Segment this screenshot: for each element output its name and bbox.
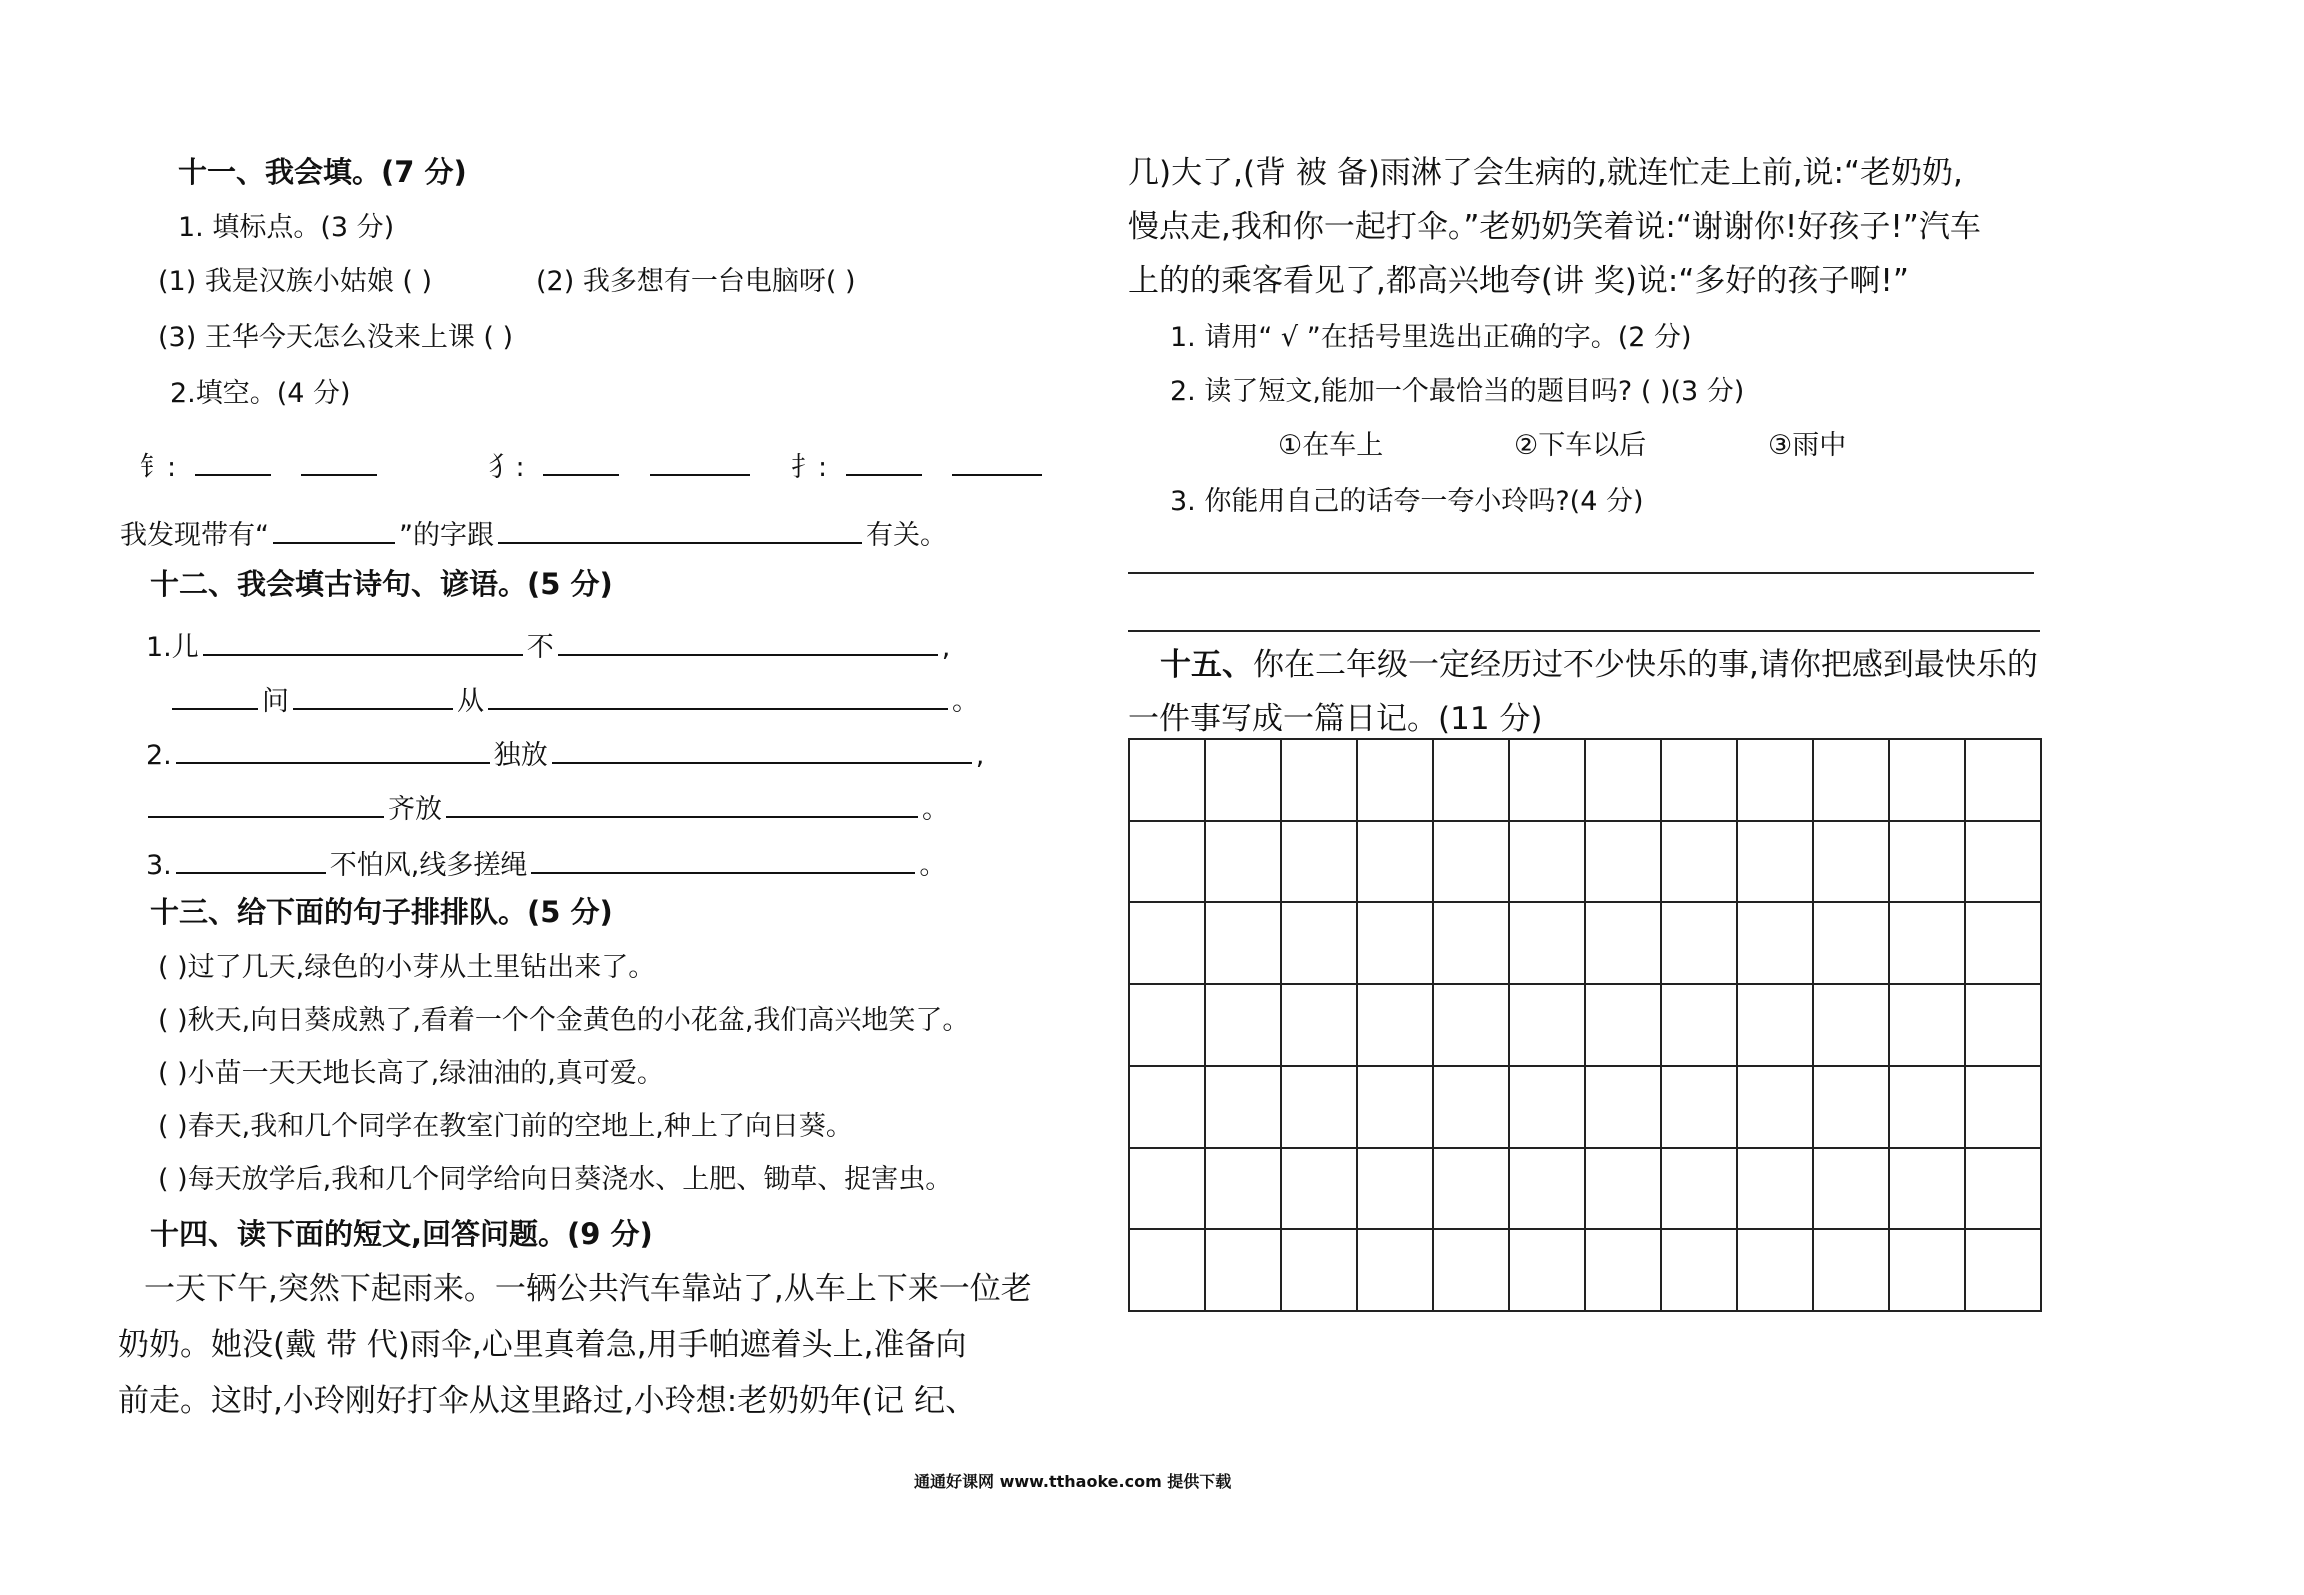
section-15-prompt: [1160, 647, 2038, 683]
grid-cell[interactable]: [1738, 1230, 1814, 1312]
grid-cell[interactable]: [1206, 1230, 1282, 1312]
poem-line-2: [168, 684, 979, 715]
passage-line: 前走。这时,小玲刚好打伞从这里路过,小玲想:老奶奶年(记 纪、: [118, 1383, 977, 1419]
proverb-line: [146, 848, 946, 879]
grid-cell[interactable]: [1586, 985, 1662, 1067]
grid-cell[interactable]: [1662, 903, 1738, 985]
grid-cell[interactable]: [1206, 1149, 1282, 1231]
grid-cell[interactable]: [1966, 740, 2042, 822]
s14-q1: 1. 请用“ √ ”在括号里选出正确的字。(2 分): [1170, 322, 1692, 353]
s11-q1c: (3) 王华今天怎么没来上课 ( ): [158, 322, 514, 353]
section-11-title: 十一、我会填。(7 分): [178, 155, 467, 189]
s11-q1a: (1) 我是汉族小姑娘 ( ): [158, 266, 433, 297]
grid-cell[interactable]: [1206, 1067, 1282, 1149]
answer-line[interactable]: [1128, 572, 2034, 574]
poem-text: ,: [941, 632, 951, 663]
grid-cell[interactable]: [1890, 740, 1966, 822]
section-15-line2: 一件事写成一篇日记。(11 分): [1128, 701, 1543, 737]
poem-line-4: [144, 792, 949, 823]
grid-cell[interactable]: [1358, 985, 1434, 1067]
grid-cell[interactable]: [1890, 822, 1966, 904]
order-item: ( )过了几天,绿色的小芽从土里钻出来了。: [158, 952, 656, 983]
grid-cell[interactable]: [1434, 1230, 1510, 1312]
grid-cell[interactable]: [1510, 822, 1586, 904]
blank[interactable]: [952, 450, 1042, 476]
blank[interactable]: [195, 450, 271, 476]
radical-row: [140, 450, 1046, 481]
grid-cell[interactable]: [1510, 740, 1586, 822]
blank[interactable]: [203, 630, 523, 656]
blank[interactable]: [273, 518, 395, 544]
discover-text-b: ”的字跟: [399, 520, 494, 551]
s11-q1: 1. 填标点。(3 分): [178, 212, 395, 243]
grid-cell[interactable]: [1358, 1067, 1434, 1149]
section-14-title: 十四、读下面的短文,回答问题。(9 分): [150, 1217, 653, 1251]
grid-cell[interactable]: [1282, 985, 1358, 1067]
grid-cell[interactable]: [1738, 822, 1814, 904]
poem-line-1: [146, 630, 950, 661]
passage-line: 奶奶。她没(戴 带 代)雨伞,心里真着急,用手帕遮着头上,准备向: [118, 1327, 967, 1363]
grid-cell[interactable]: [1510, 1230, 1586, 1312]
grid-cell[interactable]: [1738, 740, 1814, 822]
grid-cell[interactable]: [1282, 740, 1358, 822]
blank[interactable]: [488, 684, 948, 710]
radical-jin: 钅:: [140, 452, 177, 483]
grid-cell[interactable]: [1282, 1067, 1358, 1149]
grid-cell[interactable]: [1206, 903, 1282, 985]
grid-cell[interactable]: [1890, 985, 1966, 1067]
poem-text: 不怕风,线多搓绳: [329, 850, 528, 881]
grid-cell[interactable]: [1434, 903, 1510, 985]
blank[interactable]: [531, 848, 915, 874]
grid-cell[interactable]: [1814, 740, 1890, 822]
grid-cell[interactable]: [1434, 1149, 1510, 1231]
grid-cell[interactable]: [1358, 740, 1434, 822]
section-15-line1: 你在二年级一定经历过不少快乐的事,请你把感到最快乐的: [1253, 647, 2038, 683]
blank[interactable]: [446, 792, 918, 818]
grid-cell[interactable]: [1130, 740, 1206, 822]
order-item: ( )秋天,向日葵成熟了,看着一个个金黄色的小花盆,我们高兴地笑了。: [158, 1005, 970, 1036]
grid-cell[interactable]: [1358, 1230, 1434, 1312]
blank[interactable]: [176, 738, 490, 764]
grid-cell[interactable]: [1738, 985, 1814, 1067]
grid-cell[interactable]: [1662, 1149, 1738, 1231]
order-item: ( )小苗一天天地长高了,绿油油的,真可爱。: [158, 1058, 664, 1089]
blank[interactable]: [552, 738, 972, 764]
grid-cell[interactable]: [1966, 903, 2042, 985]
grid-cell[interactable]: [1662, 1067, 1738, 1149]
radical-shou: 扌:: [790, 452, 828, 483]
poem-text: 不: [526, 632, 554, 663]
grid-cell[interactable]: [1814, 1149, 1890, 1231]
grid-cell[interactable]: [1206, 822, 1282, 904]
poem-text: ,: [975, 740, 985, 771]
grid-cell[interactable]: [1966, 1067, 2042, 1149]
grid-cell[interactable]: [1890, 1230, 1966, 1312]
poem-text: 。: [952, 686, 979, 717]
grid-cell[interactable]: [1890, 1067, 1966, 1149]
blank[interactable]: [301, 450, 377, 476]
passage-line: 几)大了,(背 被 备)雨淋了会生病的,就连忙走上前,说:“老奶奶,: [1128, 155, 1963, 191]
poem-text: 。: [922, 794, 949, 825]
poem-line-3: [146, 738, 984, 769]
answer-line[interactable]: [1128, 630, 2040, 632]
passage-line: 一天下午,突然下起雨来。一辆公共汽车靠站了,从车上下来一位老: [144, 1271, 1032, 1307]
discover-text-a: 我发现带有“: [120, 520, 269, 551]
poem-text: 2.: [146, 740, 172, 771]
diary-writing-grid[interactable]: [1128, 738, 2042, 1312]
discover-line: [120, 518, 947, 549]
poem-text: 问: [262, 686, 289, 717]
grid-cell[interactable]: [1434, 1067, 1510, 1149]
grid-cell[interactable]: [1282, 1149, 1358, 1231]
grid-cell[interactable]: [1966, 985, 2042, 1067]
grid-cell[interactable]: [1130, 822, 1206, 904]
grid-cell[interactable]: [1662, 1230, 1738, 1312]
grid-cell[interactable]: [1662, 822, 1738, 904]
order-item: ( )每天放学后,我和几个同学给向日葵浇水、上肥、锄草、捉害虫。: [158, 1164, 953, 1195]
blank[interactable]: [846, 450, 922, 476]
grid-cell[interactable]: [1130, 985, 1206, 1067]
grid-cell[interactable]: [1130, 1149, 1206, 1231]
grid-cell[interactable]: [1738, 1067, 1814, 1149]
passage-line: 上的的乘客看见了,都高兴地夸(讲 奖)说:“多好的孩子啊!”: [1128, 263, 1909, 299]
grid-cell[interactable]: [1510, 985, 1586, 1067]
grid-cell[interactable]: [1130, 903, 1206, 985]
blank[interactable]: [148, 792, 384, 818]
grid-cell[interactable]: [1510, 1067, 1586, 1149]
grid-cell[interactable]: [1282, 1230, 1358, 1312]
poem-text: 1.儿: [146, 632, 199, 663]
grid-cell[interactable]: [1282, 903, 1358, 985]
grid-cell[interactable]: [1358, 1149, 1434, 1231]
grid-cell[interactable]: [1662, 740, 1738, 822]
grid-cell[interactable]: [1586, 1230, 1662, 1312]
grid-cell[interactable]: [1130, 1067, 1206, 1149]
grid-cell[interactable]: [1814, 822, 1890, 904]
passage-line: 慢点走,我和你一起打伞。”老奶奶笑着说:“谢谢你!好孩子!”汽车: [1128, 209, 1981, 245]
grid-cell[interactable]: [1434, 822, 1510, 904]
blank[interactable]: [172, 684, 258, 710]
grid-cell[interactable]: [1586, 1067, 1662, 1149]
grid-cell[interactable]: [1662, 985, 1738, 1067]
grid-cell[interactable]: [1206, 985, 1282, 1067]
title-option-3: ③雨中: [1768, 430, 1847, 461]
grid-cell[interactable]: [1434, 740, 1510, 822]
grid-cell[interactable]: [1586, 822, 1662, 904]
section-13-title: 十三、给下面的句子排排队。(5 分): [150, 895, 613, 929]
footer-credit: 通通好课网 www.tthaoke.com 提供下载: [914, 1472, 1232, 1491]
grid-cell[interactable]: [1586, 1149, 1662, 1231]
grid-cell[interactable]: [1966, 822, 2042, 904]
grid-cell[interactable]: [1206, 740, 1282, 822]
blank[interactable]: [176, 848, 326, 874]
poem-text: 独放: [493, 740, 548, 771]
title-option-2: ②下车以后: [1514, 430, 1647, 461]
poem-text: 从: [457, 686, 484, 717]
grid-cell[interactable]: [1358, 822, 1434, 904]
grid-cell[interactable]: [1358, 903, 1434, 985]
grid-cell[interactable]: [1586, 903, 1662, 985]
grid-cell[interactable]: [1510, 903, 1586, 985]
grid-cell[interactable]: [1738, 1149, 1814, 1231]
grid-cell[interactable]: [1966, 1230, 2042, 1312]
grid-cell[interactable]: [1510, 1149, 1586, 1231]
s11-q1b: (2) 我多想有一台电脑呀( ): [536, 266, 856, 297]
s11-q2: 2.填空。(4 分): [170, 378, 351, 409]
blank[interactable]: [498, 518, 862, 544]
grid-cell[interactable]: [1890, 903, 1966, 985]
grid-cell[interactable]: [1814, 1067, 1890, 1149]
s14-q3: 3. 你能用自己的话夸一夸小玲吗?(4 分): [1170, 486, 1644, 517]
blank[interactable]: [650, 450, 750, 476]
grid-cell[interactable]: [1586, 740, 1662, 822]
section-12-title: 十二、我会填古诗句、谚语。(5 分): [150, 567, 613, 601]
s14-q2: 2. 读了短文,能加一个最恰当的题目吗? ( )(3 分): [1170, 376, 1745, 407]
section-15-title: 十五、: [1160, 647, 1253, 683]
title-option-1: ①在车上: [1278, 430, 1384, 461]
blank[interactable]: [543, 450, 619, 476]
order-item: ( )春天,我和几个同学在教室门前的空地上,种上了向日葵。: [158, 1111, 853, 1142]
grid-cell[interactable]: [1890, 1149, 1966, 1231]
grid-cell[interactable]: [1814, 985, 1890, 1067]
poem-text: 齐放: [388, 794, 442, 825]
grid-cell[interactable]: [1130, 1230, 1206, 1312]
radical-quan: 犭:: [488, 452, 525, 483]
blank[interactable]: [558, 630, 938, 656]
poem-text: 3.: [146, 850, 172, 881]
grid-cell[interactable]: [1282, 822, 1358, 904]
grid-cell[interactable]: [1814, 1230, 1890, 1312]
grid-cell[interactable]: [1966, 1149, 2042, 1231]
poem-text: 。: [919, 850, 947, 881]
discover-text-c: 有关。: [866, 520, 947, 551]
blank[interactable]: [293, 684, 453, 710]
grid-cell[interactable]: [1434, 985, 1510, 1067]
grid-cell[interactable]: [1738, 903, 1814, 985]
grid-cell[interactable]: [1814, 903, 1890, 985]
